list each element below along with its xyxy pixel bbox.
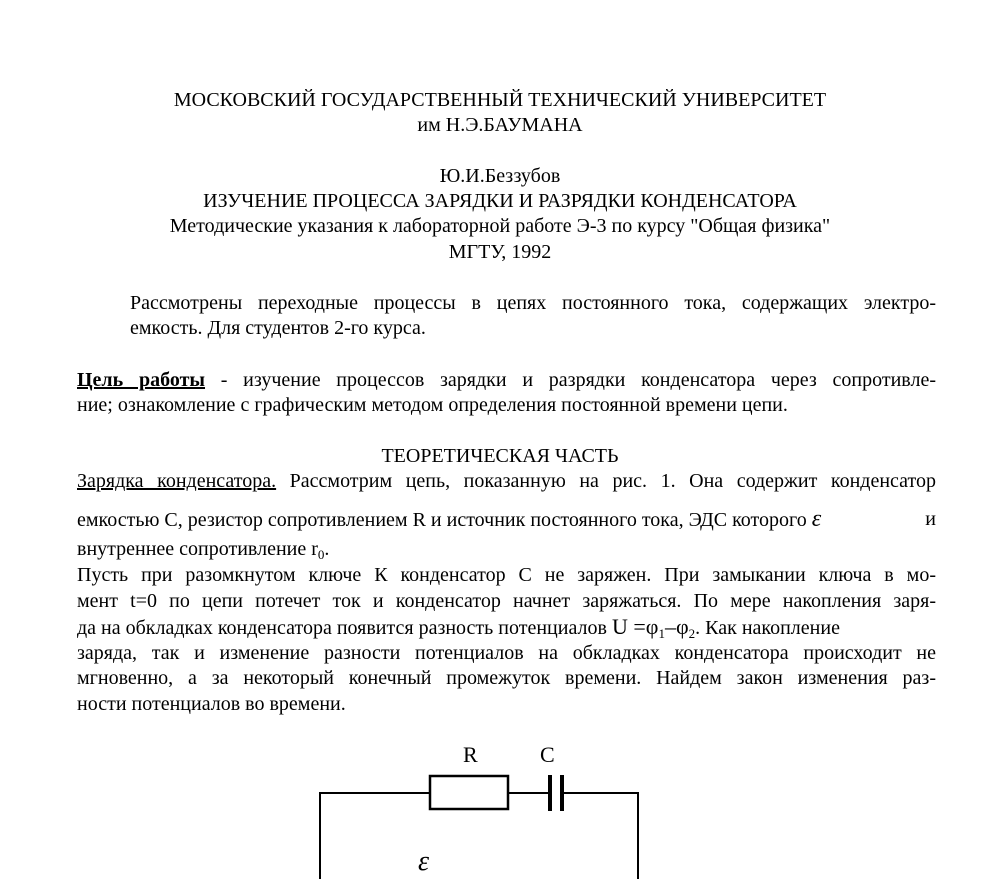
paragraph2-line-6: ности потенциалов во времени. [77, 693, 346, 715]
author: Ю.И.Беззубов [439, 165, 561, 187]
paragraph2-line-4: заряда, так и изменение разности потенциалов на обкладках конденсатора происходит не [77, 642, 936, 664]
goal-line-2: ние; ознакомление с графическим методом определения постоянной времени цепи. [77, 394, 788, 416]
theory-text-2: емкостью С, резистор сопротивлением R и источник постоянного тока, ЭДС которого [77, 509, 807, 531]
publisher-year: МГТУ, 1992 [448, 241, 552, 263]
named-after: им Н.Э.БАУМАНА [417, 114, 583, 136]
theory-text-3-end: . [324, 538, 330, 560]
source-label: ε [418, 846, 430, 877]
theory-text-3: внутреннее сопротивление r [77, 538, 318, 560]
r-subscript: 0 [317, 547, 325, 562]
theory-text-1: Рассмотрим цепь, показанную на рис. 1. Она содержит конденсатор [276, 470, 936, 492]
paragraph2-line-5: мгновенно, а за некоторый конечный промежуток времени. Найдем закон изменения раз- [77, 667, 936, 689]
paragraph2-text-3a: да на обкладках конденсатора появится разность потенциалов [77, 617, 607, 639]
paragraph2-text-3b: . Как накопление [695, 617, 840, 639]
abstract-line-2: емкость. Для студентов 2-го курса. [130, 317, 426, 339]
paragraph2-line-1: Пусть при разомкнутом ключе К конденсатор С не заряжен. При замыкании ключа в мо- [77, 564, 936, 586]
resistor-label: R [463, 742, 478, 767]
emf-symbol: ε [811, 506, 822, 532]
theory-heading: ТЕОРЕТИЧЕСКАЯ ЧАСТЬ [381, 445, 619, 467]
document-subtitle: Методические указания к лабораторной работе Э-3 по курсу "Общая физика" [169, 215, 831, 237]
theory-text-2-end: и [925, 508, 936, 530]
document-title: ИЗУЧЕНИЕ ПРОЦЕССА ЗАРЯДКИ И РАЗРЯДКИ КОНДЕНСАТОРА [203, 190, 797, 212]
paragraph2-line-2: мент t=0 по цепи потечет ток и конденсатор начнет заряжаться. По мере накопления заря- [77, 590, 936, 612]
capacitor-label: C [540, 742, 555, 767]
resistor-symbol [430, 776, 508, 809]
goal-label: Цель работы [77, 369, 206, 391]
potential-formula: $U =\varphi_1-\varphi_2$ [611, 614, 696, 641]
goal-text-1: - изучение процессов зарядки и разрядки конденсатора через сопротивле- [205, 369, 937, 391]
university-name: МОСКОВСКИЙ ГОСУДАРСТВЕННЫЙ ТЕХНИЧЕСКИЙ УНИВЕРСИТЕТ [173, 89, 827, 111]
abstract-line-1: Рассмотрены переходные процессы в цепях постоянного тока, содержащих электро- [130, 292, 936, 314]
charging-subheading: Зарядка конденсатора. [77, 470, 277, 492]
